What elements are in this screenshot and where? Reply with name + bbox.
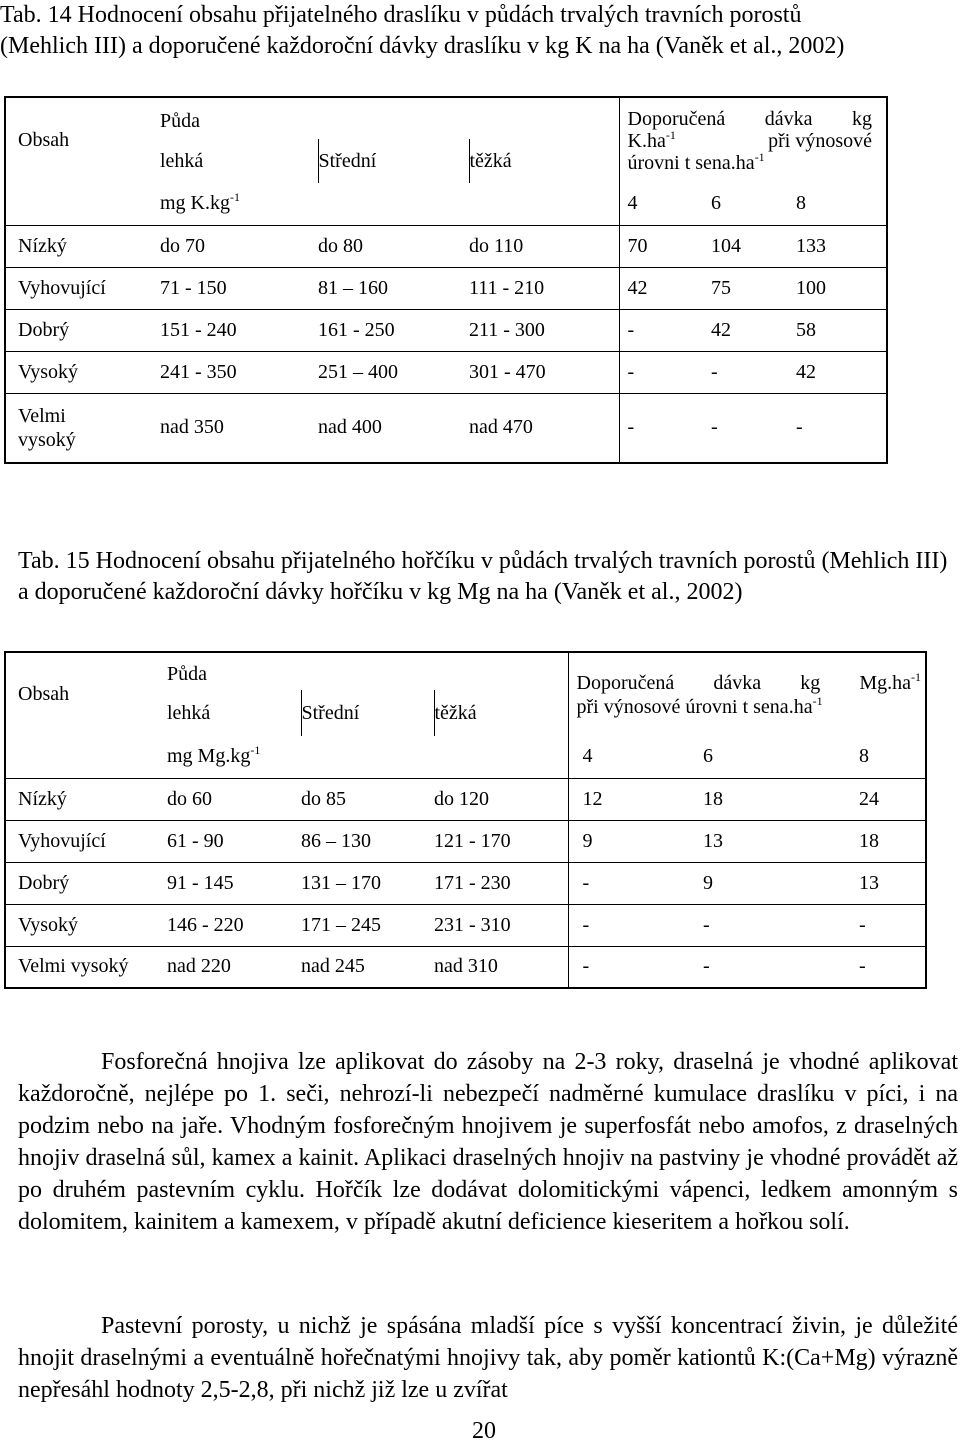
- paragraph-fertilizer-application: Fosforečná hnojiva lze aplikovat do zásoby na 2-3 roky, draselná je vhodné aplikovat každoročně, nejlépe po 1. seči, nehrozí-li nebezpečí nadměrné kumulace draslíku v píci, i na podzim nebo na jaře. Vhodným fosforečným hnojivem je superfosfát nebo amofos, z draselných hnojiv draselná sůl, kamex a kainit. Aplikaci draselných hnojiv na pastviny je vhodné provádět až po druhém pastevním cyklu. Hořčík lze dodávat dolomitickými vápenci, ledkem amonným s dolomitem, kainitem a kamexem, v případě akutní deficience kieseritem a hořkou solí.: [18, 1049, 958, 1235]
- table14-col-tezka: těžká: [469, 139, 619, 183]
- table-row: Vyhovující 61 - 90 86 – 130 121 - 170 9 13 18: [5, 820, 926, 862]
- table14-unit: mg $K.kg^{-1}$: [160, 183, 619, 225]
- table15-unit: mg $Mg.kg^{-1}$: [167, 736, 568, 778]
- table15-obsah-header: Obsah: [18, 683, 70, 705]
- table-row: Velmi vysoký nad 220 nad 245 nad 310 - - -: [5, 946, 926, 988]
- paragraph-pasture-fertilization: Pastevní porosty, u nichž je spásána mladší píce s vyšší koncentrací živin, je důležité hnojit draselnými a eventuálně hořečnatými hnojivy tak, aby poměr kationtů K:(Ca+Mg) výrazně nepřesáhl hodnoty 2,5-2,8, při nichž již lze u zvířat: [18, 1313, 958, 1403]
- table-row: Vyhovující 71 - 150 81 – 160 111 - 210 42 75 100: [5, 267, 887, 309]
- table14-col-lehka: lehká: [160, 139, 318, 183]
- table15-col-lehka: lehká: [167, 690, 301, 736]
- table15-dose-header: Doporučená dávka kg $Mg.ha^{-1}$ při výnosové úrovni t $sena.ha^{-1}$: [576, 669, 921, 718]
- table-row: Vysoký 241 - 350 251 – 400 301 - 470 - - 42: [5, 351, 887, 393]
- table15-yield-4: 4: [582, 745, 593, 768]
- table15-puda-header: Půda: [167, 652, 568, 690]
- table14: [4, 96, 888, 464]
- table14-dose-header: Doporučená dávka kg $K.ha^{-1}$ při výnosové úrovni t $sena.ha^{-1}$: [627, 107, 872, 174]
- table15-caption: Tab. 15 Hodnocení obsahu přijatelného hořčíku v půdách trvalých travních porostů (Mehlich III) a doporučené každoroční dávky hořčíku v kg Mg na ha (Vaněk et al., 2002): [18, 548, 948, 605]
- table15-yield-6: 6: [703, 745, 713, 768]
- table14-caption: Tab. 14 Hodnocení obsahu přijatelného draslíku v půdách trvalých travních porostů (Mehlich III) a doporučené každoroční dávky draslíku v kg K na ha (Vaněk et al., 2002): [0, 2, 845, 59]
- table15-col-tezka: těžká: [434, 690, 568, 736]
- table15: [4, 651, 927, 989]
- table14-yield-4: 4: [627, 192, 638, 215]
- table-row: Nízký do 60 do 85 do 120 12 18 24: [5, 778, 926, 820]
- table-row: Dobrý 91 - 145 131 – 170 171 - 230 - 9 13: [5, 862, 926, 904]
- table14-yield-6: 6: [711, 192, 721, 215]
- table14-col-stredni: Střední: [318, 139, 469, 183]
- page-number: 20: [472, 1418, 496, 1444]
- table14-obsah-header: Obsah: [18, 129, 70, 151]
- table15-col-stredni: Střední: [301, 690, 434, 736]
- table-row: Vysoký 146 - 220 171 – 245 231 - 310 - - -: [5, 904, 926, 946]
- table-row: Nízký do 70 do 80 do 110 70 104 133: [5, 225, 887, 267]
- table-row: Dobrý 151 - 240 161 - 250 211 - 300 - 42 58: [5, 309, 887, 351]
- table15-yield-8: 8: [859, 745, 869, 768]
- table14-puda-header: Půda: [160, 97, 619, 139]
- table-row: Velmi vysoký nad 350 nad 400 nad 470 - - -: [5, 393, 887, 463]
- table14-yield-8: 8: [796, 192, 806, 215]
